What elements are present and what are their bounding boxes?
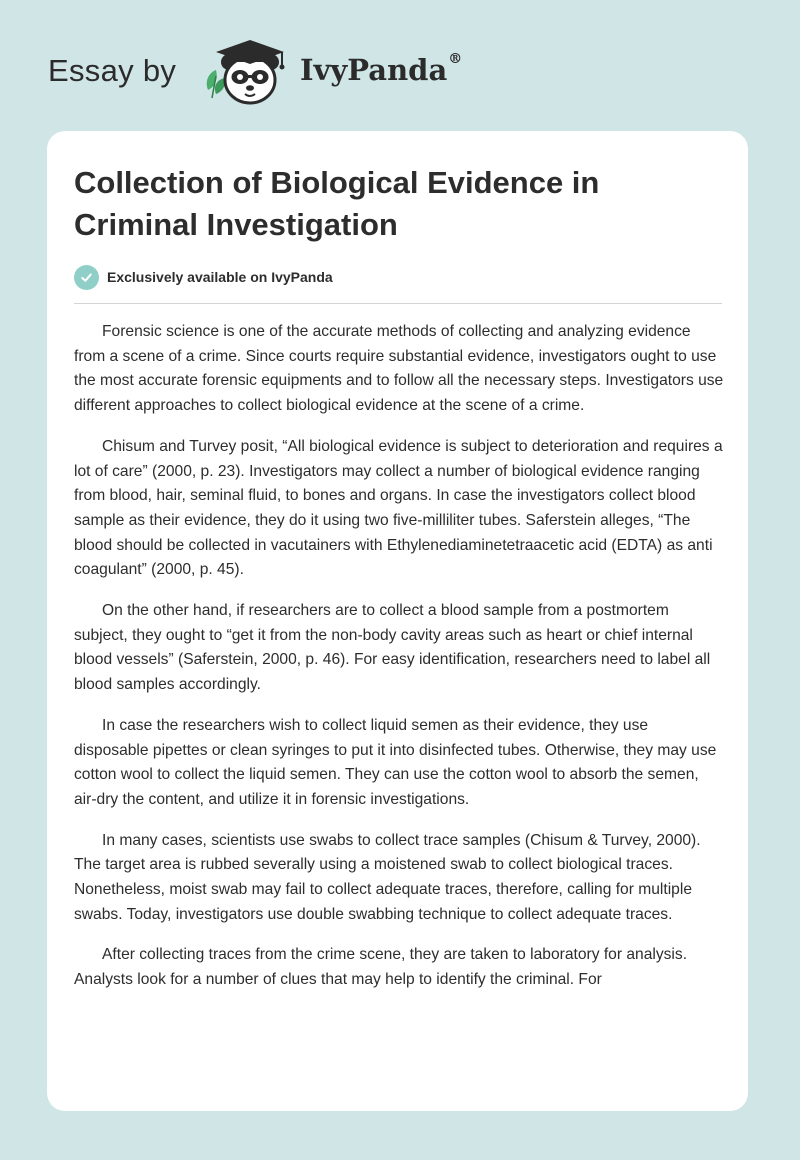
paragraph: In case the researchers wish to collect liquid semen as their evidence, they use disposable pipettes or clean syringes to put it into disinfected tubes. Otherwise, they may use cotton wool to collect the liquid semen. They can use the cotton wool to absorb the semen, air-dry the content, and utilize it in forensic investigations. — [74, 716, 717, 808]
paragraph: In many cases, scientists use swabs to collect trace samples (Chisum & Turvey, 2000). The target area is rubbed severally using a moistened swab to collect biological traces. Nonetheless, moist swab may fail to collect adequate traces, therefore, calling for multiple swabs. Today, investigators use double swabbing technique to collect adequate traces. — [74, 831, 701, 923]
brand-header — [48, 36, 468, 108]
paragraph: After collecting traces from the crime scene, they are taken to laboratory for analysis. Analysts look for a number of clues that may help to identify the criminal. For — [74, 946, 688, 989]
divider — [74, 303, 722, 304]
checkmark-icon — [74, 265, 99, 290]
registered-mark: ® — [448, 51, 463, 67]
exclusive-badge-label: Exclusively available on IvyPanda — [107, 269, 333, 285]
essay-body — [74, 320, 724, 1009]
essay-by-label: Essay by — [48, 53, 177, 88]
paragraph: Forensic science is one of the accurate methods of collecting and analyzing evidence from a scene of a crime. Since courts require substantial evidence, investigators ought to use the most accurate forensic equipments and to follow all the necessary steps. Investigators use different approaches to collect biological evidence at the scene of a crime. — [74, 323, 724, 415]
exclusive-badge — [74, 264, 333, 290]
paragraph: On the other hand, if researchers are to collect a blood sample from a postmortem subject, they ought to “get it from the non-body cavity areas such as heart or chief internal blood vessels” (Saferstein, 2000, p. 46). For easy identification, researchers need to label all blood samples accordingly. — [74, 602, 711, 694]
brand-name: IvyPanda® — [300, 51, 463, 87]
page-title: Collection of Biological Evidence in Criminal Investigation — [74, 165, 600, 242]
paragraph: Chisum and Turvey posit, “All biological evidence is subject to deterioration and requires a lot of care” (2000, p. 23). Investigators may collect a number of biological evidence ranging from blood, hair, seminal fluid, to bones and organs. In case the investigators collect blood sample as their evidence, they do it using two five-milliliter tubes. Saferstein alleges, “The blood should be collected in vacutainers with Ethylenediaminetetraacetic acid (EDTA) as anti coagulant” (2000, p. 45). — [74, 437, 723, 579]
essay-card — [47, 131, 748, 1111]
panda-logo-icon — [202, 36, 298, 108]
